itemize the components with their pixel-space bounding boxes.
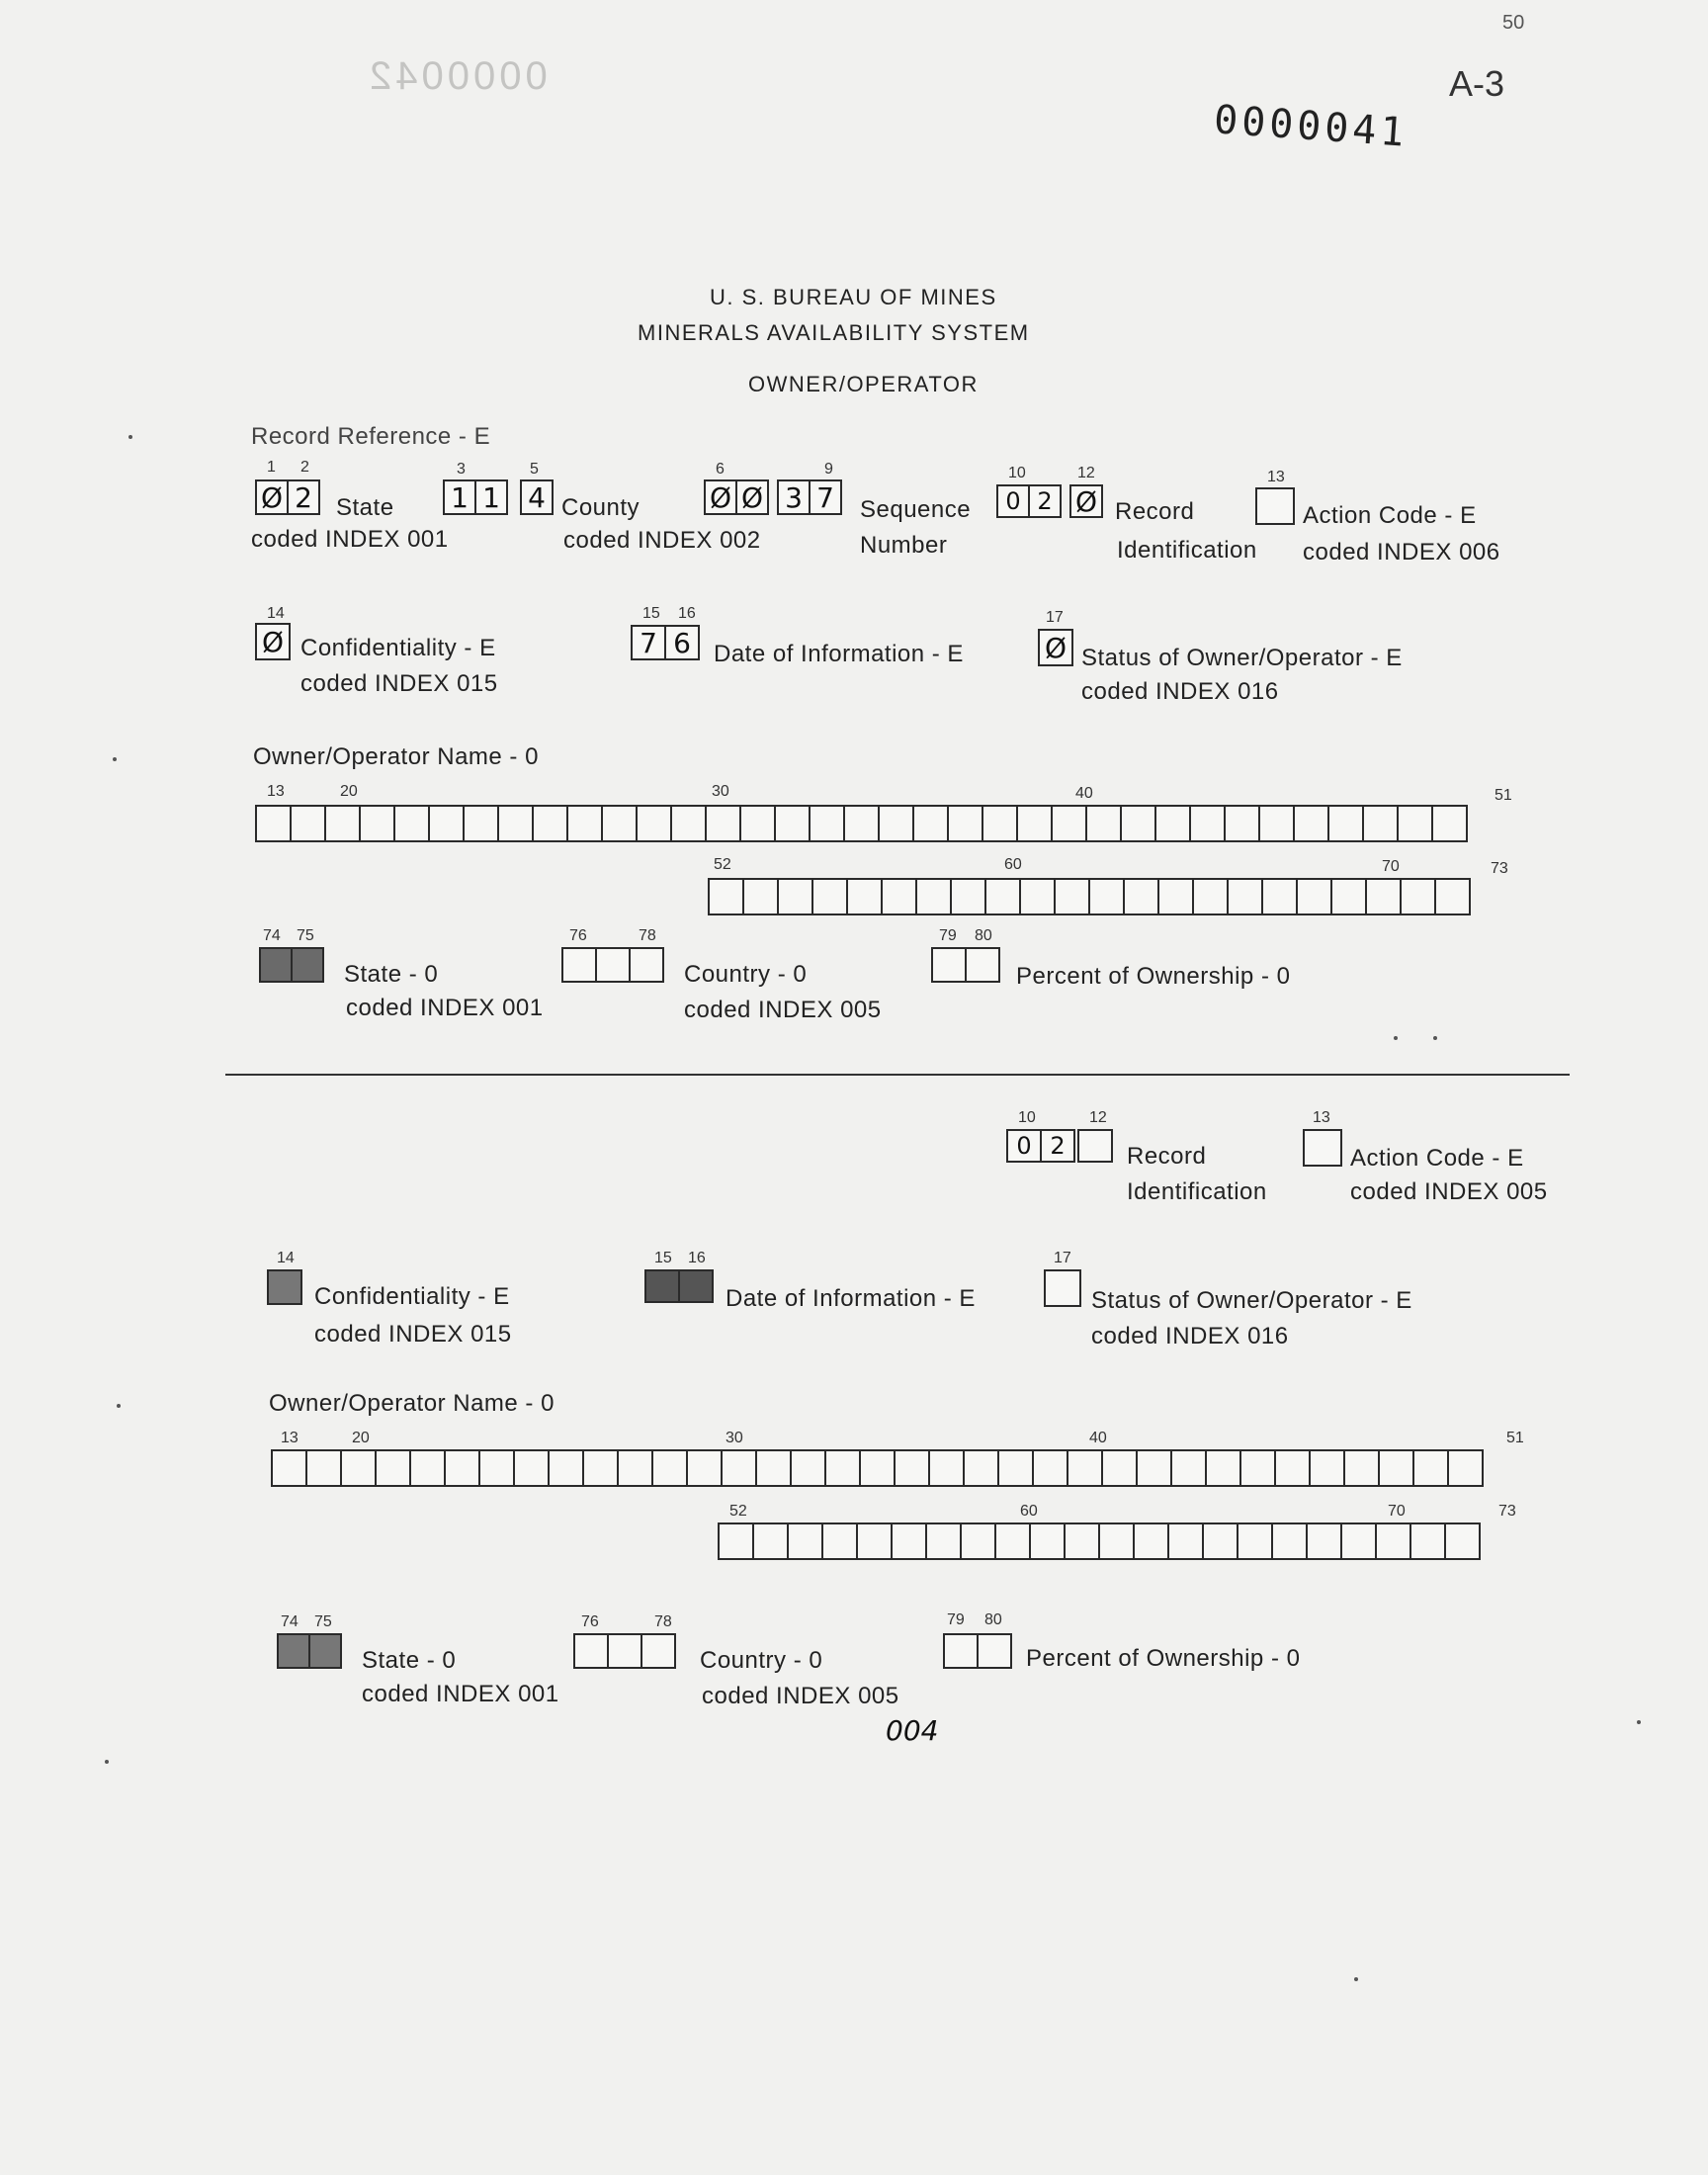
name-character-cell[interactable] — [1397, 805, 1433, 842]
name-character-cell[interactable] — [409, 1449, 446, 1487]
col-number: 20 — [340, 783, 358, 800]
owner-state-box[interactable] — [291, 947, 324, 983]
name-character-cell[interactable] — [340, 1449, 377, 1487]
name-character-cell[interactable] — [915, 878, 952, 915]
date-of-information-label: Date of Information - E — [714, 641, 964, 667]
name-character-cell[interactable] — [566, 805, 603, 842]
owner-state-sub-label: coded INDEX 001 — [346, 995, 544, 1021]
percent-box[interactable] — [965, 947, 1000, 983]
name-character-cell[interactable] — [846, 878, 883, 915]
country-box[interactable] — [573, 1633, 609, 1669]
name-character-cell[interactable] — [393, 805, 430, 842]
name-character-cell[interactable] — [1202, 1522, 1238, 1560]
col-number: 10 — [1018, 1109, 1036, 1126]
col-number: 16 — [678, 605, 696, 622]
name-character-cell[interactable] — [821, 1522, 858, 1560]
col-number: 20 — [352, 1430, 370, 1446]
owner-name-row-2[interactable] — [718, 1522, 1479, 1560]
percent-box[interactable] — [931, 947, 967, 983]
sequence-digit-box[interactable]: Ø — [704, 479, 737, 515]
name-character-cell[interactable] — [843, 805, 880, 842]
record-id-sub-label: Identification — [1117, 537, 1257, 564]
name-character-cell[interactable] — [1170, 1449, 1207, 1487]
name-character-cell[interactable] — [1227, 878, 1263, 915]
state-digit-box[interactable]: 2 — [287, 479, 320, 515]
name-character-cell[interactable] — [1088, 878, 1125, 915]
name-character-cell[interactable] — [1067, 1449, 1103, 1487]
confidentiality-sub-label: coded INDEX 015 — [314, 1321, 512, 1348]
action-code-sub-label: coded INDEX 006 — [1303, 539, 1500, 566]
sequence-digit-box[interactable]: 7 — [809, 479, 842, 515]
name-character-cell[interactable] — [1032, 1449, 1068, 1487]
col-number: 79 — [939, 927, 957, 944]
name-character-cell[interactable] — [790, 1449, 826, 1487]
col-number: 5 — [530, 461, 539, 478]
record-id-label: Record — [1127, 1143, 1207, 1170]
col-number: 1 — [267, 459, 276, 476]
owner-name-label: Owner/Operator Name - 0 — [269, 1390, 555, 1417]
name-character-cell[interactable] — [1274, 1449, 1311, 1487]
name-character-cell[interactable] — [1120, 805, 1156, 842]
name-character-cell[interactable] — [1123, 878, 1159, 915]
name-character-cell[interactable] — [811, 878, 848, 915]
confidentiality-label: Confidentiality - E — [314, 1283, 510, 1310]
record-id-box[interactable]: 2 — [1028, 484, 1062, 518]
county-digit-box[interactable]: 4 — [520, 479, 554, 515]
confidentiality-box[interactable]: Ø — [255, 623, 291, 660]
name-character-cell[interactable] — [705, 805, 741, 842]
page-corner-number: 50 — [1502, 12, 1525, 34]
owner-state-box[interactable] — [308, 1633, 342, 1669]
name-character-cell[interactable] — [670, 805, 707, 842]
action-code-box[interactable] — [1303, 1129, 1342, 1167]
name-character-cell[interactable] — [1434, 878, 1471, 915]
name-character-cell[interactable] — [774, 805, 811, 842]
date-of-information-box[interactable]: 7 — [631, 625, 666, 660]
name-character-cell[interactable] — [891, 1522, 927, 1560]
col-number: 74 — [281, 1613, 299, 1630]
name-character-cell[interactable] — [742, 878, 779, 915]
col-number: 73 — [1491, 860, 1508, 877]
name-character-cell[interactable] — [752, 1522, 789, 1560]
owner-state-sub-label: coded INDEX 001 — [362, 1681, 559, 1707]
name-character-cell[interactable] — [1029, 1522, 1066, 1560]
col-number: 17 — [1054, 1250, 1071, 1266]
name-character-cell[interactable] — [324, 805, 361, 842]
name-character-cell[interactable] — [1365, 878, 1402, 915]
name-character-cell[interactable] — [1400, 878, 1436, 915]
bleed-through-number: 0000042 — [366, 54, 548, 98]
name-character-cell[interactable] — [1293, 805, 1329, 842]
name-character-cell[interactable] — [271, 1449, 307, 1487]
name-character-cell[interactable] — [1258, 805, 1295, 842]
country-box[interactable] — [607, 1633, 642, 1669]
name-character-cell[interactable] — [290, 805, 326, 842]
country-box[interactable] — [640, 1633, 676, 1669]
name-character-cell[interactable] — [1054, 878, 1090, 915]
name-character-cell[interactable] — [1098, 1522, 1135, 1560]
name-character-cell[interactable] — [305, 1449, 342, 1487]
scan-speck — [117, 1404, 121, 1408]
confidentiality-label: Confidentiality - E — [300, 635, 496, 661]
owner-name-row-2[interactable] — [708, 878, 1469, 915]
name-character-cell[interactable] — [601, 805, 638, 842]
name-character-cell[interactable] — [463, 805, 499, 842]
sequence-digit-box[interactable]: 3 — [777, 479, 811, 515]
record-id-sub-label: Identification — [1127, 1178, 1267, 1205]
col-number: 2 — [300, 459, 309, 476]
col-number: 76 — [581, 1613, 599, 1630]
col-number: 78 — [654, 1613, 672, 1630]
name-character-cell[interactable] — [982, 805, 1018, 842]
col-number: 75 — [297, 927, 314, 944]
record-id-box[interactable]: 0 — [1006, 1129, 1042, 1163]
col-number: 16 — [688, 1250, 706, 1266]
name-character-cell[interactable] — [1154, 805, 1191, 842]
record-reference-label: Record Reference - E — [251, 423, 491, 450]
name-character-cell[interactable] — [1189, 805, 1226, 842]
date-of-information-label: Date of Information - E — [726, 1285, 976, 1312]
name-character-cell[interactable] — [718, 1522, 754, 1560]
name-character-cell[interactable] — [1309, 1449, 1345, 1487]
name-character-cell[interactable] — [1306, 1522, 1342, 1560]
name-character-cell[interactable] — [997, 1449, 1034, 1487]
scan-speck — [1354, 1977, 1358, 1981]
name-character-cell[interactable] — [1444, 1522, 1481, 1560]
name-character-cell[interactable] — [1271, 1522, 1308, 1560]
col-number: 14 — [277, 1250, 295, 1266]
col-number: 13 — [1267, 469, 1285, 485]
name-character-cell[interactable] — [912, 805, 949, 842]
name-character-cell[interactable] — [636, 805, 672, 842]
col-number: 14 — [267, 605, 285, 622]
col-number: 79 — [947, 1611, 965, 1628]
name-character-cell[interactable] — [582, 1449, 619, 1487]
action-code-box[interactable] — [1255, 487, 1295, 525]
name-character-cell[interactable] — [878, 805, 914, 842]
name-character-cell[interactable] — [1261, 878, 1298, 915]
name-character-cell[interactable] — [777, 878, 813, 915]
name-character-cell[interactable] — [1205, 1449, 1241, 1487]
name-character-cell[interactable] — [994, 1522, 1031, 1560]
name-character-cell[interactable] — [881, 878, 917, 915]
form-title: OWNER/OPERATOR — [748, 372, 979, 396]
col-number: 12 — [1077, 465, 1095, 481]
name-character-cell[interactable] — [548, 1449, 584, 1487]
name-character-cell[interactable] — [497, 805, 534, 842]
scan-speck — [1394, 1036, 1398, 1040]
col-number: 75 — [314, 1613, 332, 1630]
sequence-sub-label: Number — [860, 532, 948, 559]
col-number: 40 — [1089, 1430, 1107, 1446]
name-character-cell[interactable] — [1330, 878, 1367, 915]
name-character-cell[interactable] — [1136, 1449, 1172, 1487]
owner-state-box[interactable] — [259, 947, 293, 983]
country-label: Country - 0 — [700, 1647, 823, 1674]
state-label: State — [336, 494, 394, 521]
document-stamp-number: 0000041 — [1212, 97, 1409, 156]
name-character-cell[interactable] — [1224, 805, 1260, 842]
system-title: MINERALS AVAILABILITY SYSTEM — [638, 320, 1030, 345]
col-number: 30 — [726, 1430, 743, 1446]
name-character-cell[interactable] — [755, 1449, 792, 1487]
col-number: 12 — [1089, 1109, 1107, 1126]
scan-speck — [1637, 1720, 1641, 1724]
name-character-cell[interactable] — [1375, 1522, 1411, 1560]
sequence-label: Sequence — [860, 496, 972, 523]
name-character-cell[interactable] — [513, 1449, 550, 1487]
name-character-cell[interactable] — [721, 1449, 757, 1487]
state-digit-box[interactable]: Ø — [255, 479, 289, 515]
owner-state-label: State - 0 — [362, 1647, 457, 1674]
col-number: 74 — [263, 927, 281, 944]
status-sub-label: coded INDEX 016 — [1091, 1323, 1289, 1349]
name-character-cell[interactable] — [1340, 1522, 1377, 1560]
name-character-cell[interactable] — [428, 805, 465, 842]
name-character-cell[interactable] — [1051, 805, 1087, 842]
percent-label: Percent of Ownership - 0 — [1016, 963, 1291, 990]
country-box[interactable] — [561, 947, 597, 983]
name-character-cell[interactable] — [1101, 1449, 1138, 1487]
name-character-cell[interactable] — [809, 805, 845, 842]
name-character-cell[interactable] — [1237, 1522, 1273, 1560]
county-sub-label: coded INDEX 002 — [563, 527, 761, 554]
record-id-box[interactable]: 2 — [1040, 1129, 1075, 1163]
name-character-cell[interactable] — [1085, 805, 1122, 842]
confidentiality-sub-label: coded INDEX 015 — [300, 670, 498, 697]
country-box[interactable] — [595, 947, 631, 983]
state-sub-label: coded INDEX 001 — [251, 526, 449, 553]
status-label: Status of Owner/Operator - E — [1091, 1287, 1412, 1314]
name-character-cell[interactable] — [824, 1449, 861, 1487]
name-character-cell[interactable] — [1016, 805, 1053, 842]
status-sub-label: coded INDEX 016 — [1081, 678, 1279, 705]
page-reference: A-3 — [1449, 63, 1505, 104]
scan-speck — [128, 435, 132, 439]
name-character-cell[interactable] — [255, 805, 292, 842]
col-number: 60 — [1020, 1503, 1038, 1520]
col-number: 30 — [712, 783, 729, 800]
name-character-cell[interactable] — [651, 1449, 688, 1487]
record-id-box[interactable]: Ø — [1069, 484, 1103, 518]
percent-box[interactable] — [977, 1633, 1012, 1669]
status-label: Status of Owner/Operator - E — [1081, 645, 1403, 671]
col-number: 15 — [654, 1250, 672, 1266]
scan-speck — [113, 757, 117, 761]
country-label: Country - 0 — [684, 961, 808, 988]
owner-name-row-1[interactable] — [271, 1449, 1482, 1487]
col-number: 78 — [639, 927, 656, 944]
section-divider — [225, 1074, 1570, 1076]
scan-speck — [105, 1760, 109, 1764]
col-number: 73 — [1498, 1503, 1516, 1520]
name-character-cell[interactable] — [1378, 1449, 1414, 1487]
name-character-cell[interactable] — [708, 878, 744, 915]
col-number: 15 — [642, 605, 660, 622]
action-code-label: Action Code - E — [1350, 1145, 1524, 1172]
name-character-cell[interactable] — [1167, 1522, 1204, 1560]
action-code-sub-label: coded INDEX 005 — [1350, 1178, 1548, 1205]
col-number: 13 — [1313, 1109, 1330, 1126]
name-character-cell[interactable] — [1192, 878, 1229, 915]
name-character-cell[interactable] — [1133, 1522, 1169, 1560]
name-character-cell[interactable] — [1239, 1449, 1276, 1487]
col-number: 3 — [457, 461, 466, 478]
name-character-cell[interactable] — [1409, 1522, 1446, 1560]
name-character-cell[interactable] — [1296, 878, 1332, 915]
col-number: 52 — [714, 856, 731, 873]
name-character-cell[interactable] — [1157, 878, 1194, 915]
col-number: 80 — [984, 1611, 1002, 1628]
name-character-cell[interactable] — [1064, 1522, 1100, 1560]
name-character-cell[interactable] — [859, 1449, 896, 1487]
country-sub-label: coded INDEX 005 — [684, 997, 882, 1023]
col-number: 51 — [1506, 1430, 1524, 1446]
country-sub-label: coded INDEX 005 — [702, 1683, 899, 1709]
name-character-cell[interactable] — [532, 805, 568, 842]
col-number: 13 — [267, 783, 285, 800]
date-of-information-box[interactable] — [644, 1269, 680, 1303]
name-character-cell[interactable] — [925, 1522, 962, 1560]
name-character-cell[interactable] — [947, 805, 983, 842]
record-id-box[interactable]: 0 — [996, 484, 1030, 518]
name-character-cell[interactable] — [928, 1449, 965, 1487]
agency-title: U. S. BUREAU OF MINES — [710, 285, 997, 309]
percent-label: Percent of Ownership - 0 — [1026, 1645, 1301, 1672]
owner-name-label: Owner/Operator Name - 0 — [253, 743, 539, 770]
col-number: 40 — [1075, 785, 1093, 802]
name-character-cell[interactable] — [739, 805, 776, 842]
name-character-cell[interactable] — [444, 1449, 480, 1487]
county-digit-box[interactable]: 1 — [443, 479, 476, 515]
confidentiality-box[interactable] — [267, 1269, 302, 1305]
col-number: 9 — [824, 461, 833, 478]
name-character-cell[interactable] — [359, 805, 395, 842]
name-character-cell[interactable] — [375, 1449, 411, 1487]
name-character-cell[interactable] — [1362, 805, 1399, 842]
col-number: 60 — [1004, 856, 1022, 873]
name-character-cell[interactable] — [984, 878, 1021, 915]
name-character-cell[interactable] — [963, 1449, 999, 1487]
status-box[interactable] — [1044, 1269, 1081, 1307]
name-character-cell[interactable] — [787, 1522, 823, 1560]
col-number: 51 — [1494, 787, 1512, 804]
name-character-cell[interactable] — [1447, 1449, 1484, 1487]
owner-name-row-1[interactable] — [255, 805, 1466, 842]
name-character-cell[interactable] — [894, 1449, 930, 1487]
record-id-label: Record — [1115, 498, 1195, 525]
handwritten-index-correction: 004 — [886, 1714, 939, 1747]
sequence-digit-box[interactable]: Ø — [735, 479, 769, 515]
owner-state-label: State - 0 — [344, 961, 439, 988]
name-character-cell[interactable] — [960, 1522, 996, 1560]
col-number: 70 — [1382, 858, 1400, 875]
status-box[interactable]: Ø — [1038, 629, 1073, 666]
name-character-cell[interactable] — [856, 1522, 893, 1560]
name-character-cell[interactable] — [617, 1449, 653, 1487]
name-character-cell[interactable] — [1412, 1449, 1449, 1487]
county-digit-box[interactable]: 1 — [474, 479, 508, 515]
date-of-information-box[interactable]: 6 — [664, 625, 700, 660]
col-number: 17 — [1046, 609, 1064, 626]
name-character-cell[interactable] — [1327, 805, 1364, 842]
col-number: 52 — [729, 1503, 747, 1520]
name-character-cell[interactable] — [478, 1449, 515, 1487]
col-number: 13 — [281, 1430, 299, 1446]
county-label: County — [561, 494, 640, 521]
col-number: 10 — [1008, 465, 1026, 481]
col-number: 76 — [569, 927, 587, 944]
date-of-information-box[interactable] — [678, 1269, 714, 1303]
col-number: 70 — [1388, 1503, 1406, 1520]
name-character-cell[interactable] — [950, 878, 986, 915]
percent-box[interactable] — [943, 1633, 979, 1669]
name-character-cell[interactable] — [1019, 878, 1056, 915]
scan-speck — [1433, 1036, 1437, 1040]
name-character-cell[interactable] — [686, 1449, 723, 1487]
col-number: 6 — [716, 461, 725, 478]
action-code-label: Action Code - E — [1303, 502, 1477, 529]
owner-state-box[interactable] — [277, 1633, 310, 1669]
record-id-box[interactable] — [1077, 1129, 1113, 1163]
col-number: 80 — [975, 927, 992, 944]
name-character-cell[interactable] — [1343, 1449, 1380, 1487]
name-character-cell[interactable] — [1431, 805, 1468, 842]
country-box[interactable] — [629, 947, 664, 983]
